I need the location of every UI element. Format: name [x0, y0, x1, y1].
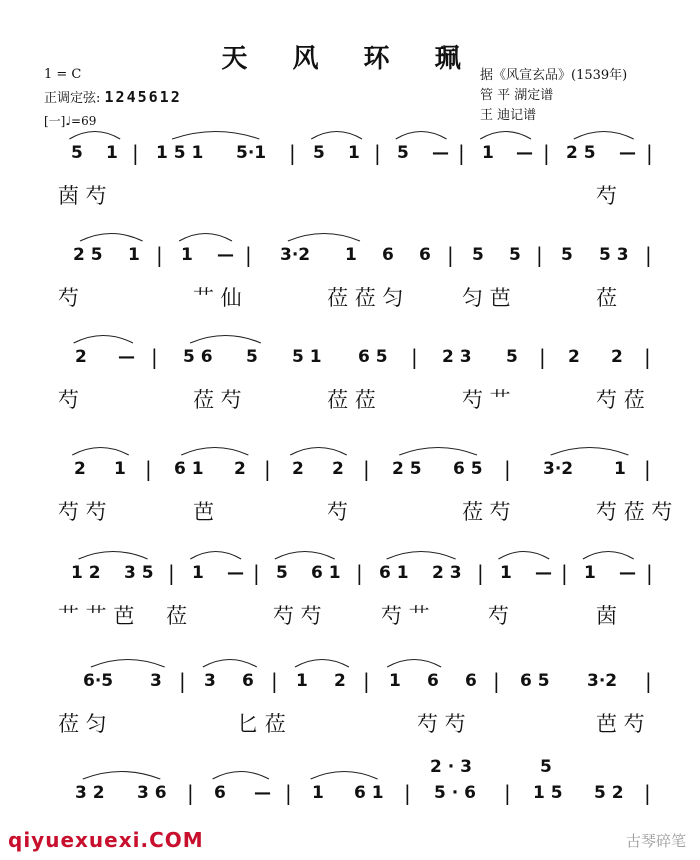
slur-arc	[396, 132, 447, 140]
slur-arc	[203, 660, 257, 668]
note-group: 5 6	[183, 347, 213, 367]
tablature-glyph: 芍 ⺾	[381, 604, 430, 628]
barline: |	[644, 781, 651, 805]
note-group: 5 · 6	[434, 783, 476, 803]
watermark: 古琴碎笔	[625, 832, 686, 850]
note-group: 1	[128, 245, 140, 265]
note-group: 2 5	[566, 143, 596, 163]
barline: |	[561, 561, 568, 585]
tuning-label: 正调定弦:	[44, 91, 101, 106]
barline: |	[253, 561, 260, 585]
barline: |	[504, 781, 511, 805]
slur-arc	[551, 448, 629, 456]
tablature-row	[0, 180, 700, 220]
notation-row	[0, 140, 700, 170]
barline: |	[187, 781, 194, 805]
barline: |	[363, 669, 370, 693]
note-group: 5	[509, 245, 521, 265]
notation-row	[0, 668, 700, 698]
note-group: 5·1	[236, 143, 267, 163]
note-group: 1	[106, 143, 118, 163]
note-group: 2 3	[432, 563, 462, 583]
tablature-glyph: 茵	[596, 604, 617, 628]
tablature-glyph: 芍	[58, 286, 79, 310]
tablature-glyph: 芍	[488, 604, 509, 628]
tablature-glyph: 莅 芍	[193, 388, 242, 412]
note-group: 6	[242, 671, 254, 691]
note-group: 5	[506, 347, 518, 367]
note-group: 5 3	[599, 245, 629, 265]
note-group: 3·2	[280, 245, 311, 265]
tablature-row	[0, 600, 700, 640]
note-group: 6	[427, 671, 439, 691]
barline: |	[411, 345, 418, 369]
note-group: 3	[150, 671, 162, 691]
upper-note-group: 2 · 3	[430, 757, 472, 777]
note-group: 5	[313, 143, 325, 163]
slur-arc	[190, 336, 261, 344]
barline: |	[356, 561, 363, 585]
note-group: 6 1	[174, 459, 204, 479]
note-group: 1 5	[533, 783, 563, 803]
tablature-glyph: 莅 莅	[327, 388, 376, 412]
credit-line-2: 王 迪记谱	[480, 108, 537, 123]
slur-arc	[498, 552, 549, 560]
upper-note-group: 5	[540, 757, 552, 777]
note-group: 1	[482, 143, 494, 163]
tablature-glyph: 芍 芍	[273, 604, 322, 628]
slur-arc	[399, 448, 477, 456]
tablature-glyph: 茵 芍	[58, 184, 107, 208]
slur-layer	[0, 326, 700, 346]
barline: |	[168, 561, 175, 585]
barline: |	[179, 669, 186, 693]
tablature-row	[0, 282, 700, 322]
tablature-glyph: 芭	[193, 500, 214, 524]
note-group: 5	[397, 143, 409, 163]
notation-row	[0, 456, 700, 486]
tablature-glyph: ⺾ ⺾ 芭	[58, 604, 135, 628]
tablature-glyph: 匀 芭	[462, 286, 511, 310]
tablature-glyph: 莅 芍	[462, 500, 511, 524]
tablature-glyph: 芍	[596, 184, 617, 208]
slur-arc	[74, 336, 133, 344]
slur-arc	[311, 132, 362, 140]
barline: |	[539, 345, 546, 369]
note-group: 1	[389, 671, 401, 691]
slur-arc	[69, 132, 120, 140]
barline: |	[458, 141, 465, 165]
notation-row	[0, 344, 700, 374]
tablature-glyph: 莅 莅 匀	[327, 286, 404, 310]
note-group: 6	[465, 671, 477, 691]
note-group: 6	[214, 783, 226, 803]
slur-arc	[80, 234, 142, 242]
note-group: 5	[71, 143, 83, 163]
tablature-row	[0, 496, 700, 536]
barline: |	[404, 781, 411, 805]
barline: |	[493, 669, 500, 693]
note-group: 1	[192, 563, 204, 583]
key-signature: 1 = C	[44, 67, 82, 82]
site-logo: qiyuexuexi.COM	[0, 820, 248, 860]
slur-arc	[275, 552, 335, 560]
slur-arc	[179, 234, 232, 242]
note-group: 1	[584, 563, 596, 583]
note-group: 1	[296, 671, 308, 691]
slur-arc	[190, 552, 241, 560]
barline: |	[646, 141, 653, 165]
tablature-glyph: 芍 ⺾	[462, 388, 511, 412]
score-meta-left	[44, 64, 182, 132]
note-group: —	[254, 783, 271, 803]
note-group: 6 1	[379, 563, 409, 583]
note-group: 1	[312, 783, 324, 803]
barline: |	[477, 561, 484, 585]
note-group: 2	[611, 347, 623, 367]
barline: |	[245, 243, 252, 267]
note-group: 6 5	[358, 347, 388, 367]
note-group: 6 1	[311, 563, 341, 583]
barline: |	[536, 243, 543, 267]
note-group: 1	[114, 459, 126, 479]
slur-layer	[0, 542, 700, 562]
tablature-glyph: 芍 芍	[417, 712, 466, 736]
note-group: 1 5 1	[156, 143, 204, 163]
notation-row	[0, 780, 700, 810]
note-group: —	[619, 563, 636, 583]
barline: |	[447, 243, 454, 267]
tuning-line	[44, 86, 182, 110]
slur-arc	[583, 552, 634, 560]
tablature-glyph: 莅	[596, 286, 617, 310]
barline: |	[644, 345, 651, 369]
slur-arc	[181, 448, 248, 456]
source-line: 据《风宣玄品》(1539年)	[480, 68, 628, 83]
score-meta-right	[480, 66, 627, 126]
slur-arc	[79, 552, 148, 560]
note-group: 1 2	[71, 563, 101, 583]
note-group: 1	[181, 245, 193, 265]
barline: |	[543, 141, 550, 165]
tablature-row	[0, 384, 700, 424]
note-group: 2	[568, 347, 580, 367]
notation-row	[0, 560, 700, 590]
note-group: 6 1	[354, 783, 384, 803]
tablature-glyph: 芍	[327, 500, 348, 524]
note-group: —	[432, 143, 449, 163]
barline: |	[132, 141, 139, 165]
barline: |	[156, 243, 163, 267]
slur-arc	[288, 234, 360, 242]
note-group: 1	[348, 143, 360, 163]
note-group: 2 5	[73, 245, 103, 265]
note-group: —	[217, 245, 234, 265]
barline: |	[289, 141, 296, 165]
note-group: 5	[246, 347, 258, 367]
note-group: —	[227, 563, 244, 583]
tablature-glyph: 芍 莅 芍	[596, 500, 673, 524]
tablature-glyph: 莅 匀	[58, 712, 107, 736]
note-group: 6·5	[83, 671, 114, 691]
note-group: 6 5	[520, 671, 550, 691]
tablature-glyph: 莅	[166, 604, 187, 628]
note-group: 2	[292, 459, 304, 479]
note-group: 2	[332, 459, 344, 479]
barline: |	[374, 141, 381, 165]
note-group: 2	[74, 459, 86, 479]
tuning-notes: 1245612	[104, 88, 182, 106]
note-group: 3	[204, 671, 216, 691]
note-group: 2	[334, 671, 346, 691]
note-group: 1	[500, 563, 512, 583]
slur-layer	[0, 438, 700, 458]
tablature-glyph: 芭 芍	[596, 712, 645, 736]
barline: |	[145, 457, 152, 481]
note-group: —	[619, 143, 636, 163]
note-group: 5	[561, 245, 573, 265]
tablature-glyph: ⺾ 仙	[193, 286, 242, 310]
tempo-marking: [一]♩=69	[44, 114, 97, 128]
slur-arc	[387, 660, 441, 668]
tablature-glyph: 芍 莅	[596, 388, 645, 412]
note-group: 5	[472, 245, 484, 265]
note-group: 5 1	[292, 347, 322, 367]
note-group: 1	[345, 245, 357, 265]
barline: |	[645, 243, 652, 267]
barline: |	[285, 781, 292, 805]
barline: |	[271, 669, 278, 693]
slur-layer	[0, 650, 700, 670]
score-title: 天 风 环 珮	[221, 44, 479, 74]
note-group: 2 5	[392, 459, 422, 479]
barline: |	[264, 457, 271, 481]
note-group: 3·2	[587, 671, 618, 691]
slur-arc	[480, 132, 531, 140]
slur-arc	[295, 660, 349, 668]
slur-arc	[72, 448, 129, 456]
barline: |	[646, 561, 653, 585]
notation-row	[0, 242, 700, 272]
slur-layer	[0, 224, 700, 244]
note-group: 3·2	[543, 459, 574, 479]
note-group: 6	[419, 245, 431, 265]
barline: |	[645, 669, 652, 693]
note-group: 1	[614, 459, 626, 479]
note-group: 2	[234, 459, 246, 479]
tablature-row	[0, 708, 700, 748]
slur-arc	[574, 132, 634, 140]
slur-arc	[387, 552, 456, 560]
upper-voice-row	[0, 754, 700, 784]
slur-arc	[172, 132, 259, 140]
note-group: 3 2	[75, 783, 105, 803]
barline: |	[363, 457, 370, 481]
barline: |	[151, 345, 158, 369]
note-group: 5 2	[594, 783, 624, 803]
slur-arc	[290, 448, 347, 456]
tablature-glyph: 芍	[58, 388, 79, 412]
note-group: 5	[276, 563, 288, 583]
note-group: 2 3	[442, 347, 472, 367]
note-group: 3 6	[137, 783, 167, 803]
barline: |	[504, 457, 511, 481]
note-group: —	[118, 347, 135, 367]
tablature-glyph: 匕 莅	[237, 712, 286, 736]
note-group: —	[535, 563, 552, 583]
note-group: 6	[382, 245, 394, 265]
note-group: —	[516, 143, 533, 163]
note-group: 3 5	[124, 563, 154, 583]
note-group: 6 5	[453, 459, 483, 479]
barline: |	[644, 457, 651, 481]
credit-line-1: 管 平 湖定谱	[480, 88, 554, 103]
note-group: 2	[75, 347, 87, 367]
tablature-glyph: 芍 芍	[58, 500, 107, 524]
slur-arc	[91, 660, 165, 668]
